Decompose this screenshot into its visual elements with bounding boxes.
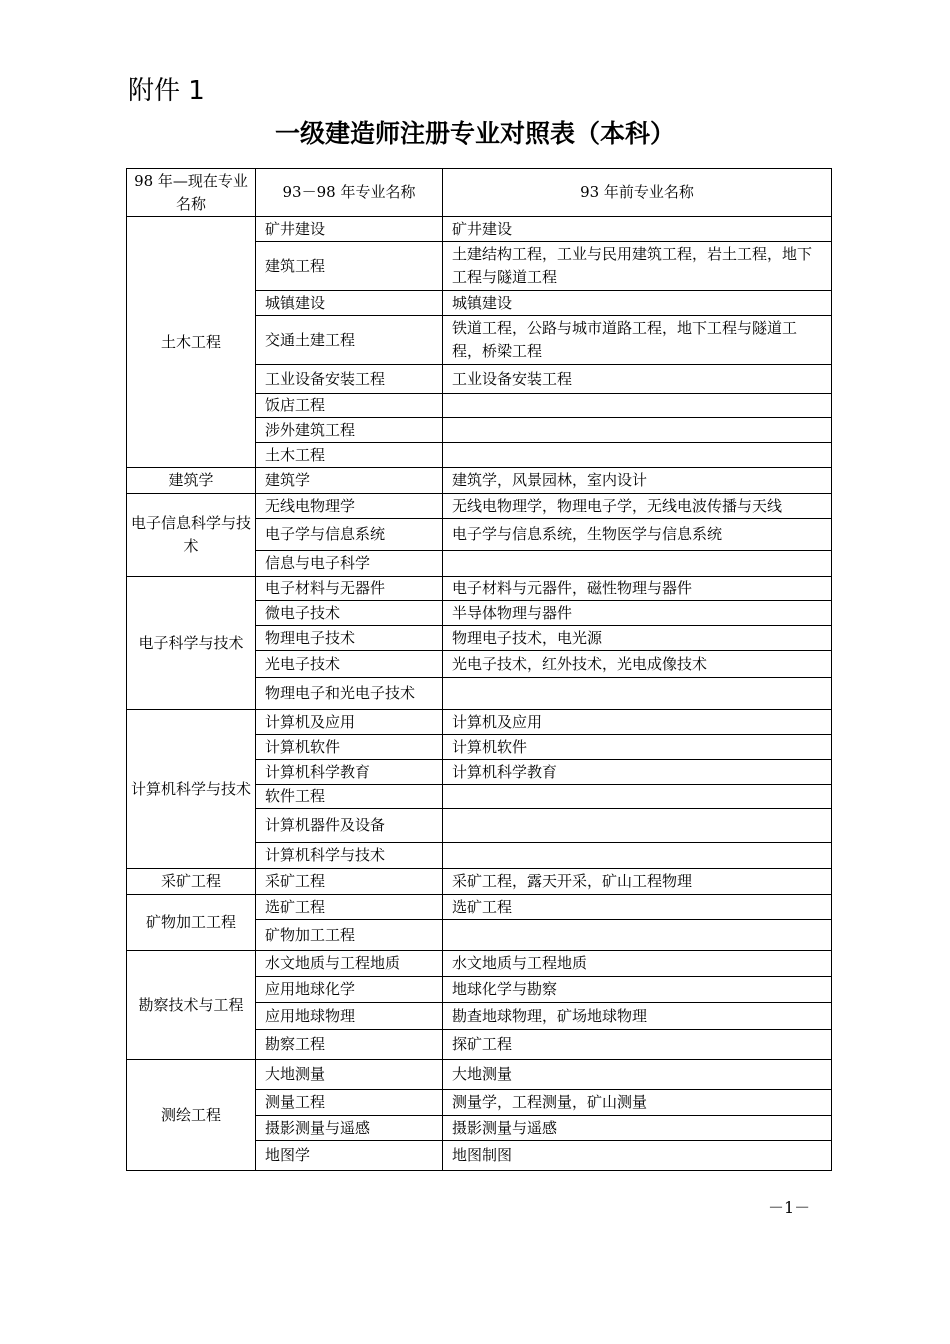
major-pre-93-cell: 勘查地球物理，矿场地球物理 <box>443 1003 832 1030</box>
table-row <box>127 577 832 601</box>
major-93-98-cell: 城镇建设 <box>256 291 443 316</box>
major-93-98-cell: 选矿工程 <box>256 895 443 920</box>
major-pre-93-cell: 电子材料与元器件，磁性物理与器件 <box>443 577 832 601</box>
major-93-98-cell: 建筑工程 <box>256 242 443 291</box>
major-93-98-cell: 应用地球化学 <box>256 977 443 1003</box>
major-pre-93-cell: 计算机软件 <box>443 735 832 760</box>
table-body <box>127 217 832 1171</box>
major-pre-93-cell: 地图制图 <box>443 1141 832 1171</box>
table-row <box>127 1060 832 1090</box>
table-row <box>127 869 832 895</box>
major-pre-93-cell: 选矿工程 <box>443 895 832 920</box>
table-row <box>127 895 832 920</box>
category-cell: 电子信息科学与技术 <box>127 494 256 577</box>
major-pre-93-cell <box>443 785 832 809</box>
major-93-98-cell: 微电子技术 <box>256 601 443 626</box>
major-93-98-cell: 采矿工程 <box>256 869 443 895</box>
category-cell: 勘察技术与工程 <box>127 951 256 1060</box>
major-93-98-cell: 物理电子和光电子技术 <box>256 678 443 710</box>
category-cell: 电子科学与技术 <box>127 577 256 710</box>
major-pre-93-cell: 测量学，工程测量，矿山测量 <box>443 1090 832 1116</box>
major-93-98-cell: 交通土建工程 <box>256 316 443 365</box>
major-pre-93-cell <box>443 809 832 843</box>
major-93-98-cell: 饭店工程 <box>256 394 443 418</box>
major-93-98-cell: 建筑学 <box>256 468 443 494</box>
major-93-98-cell: 电子学与信息系统 <box>256 519 443 551</box>
major-pre-93-cell <box>443 678 832 710</box>
major-pre-93-cell: 物理电子技术，电光源 <box>443 626 832 651</box>
major-93-98-cell: 矿物加工工程 <box>256 920 443 951</box>
major-93-98-cell: 摄影测量与遥感 <box>256 1116 443 1141</box>
major-93-98-cell: 计算机科学与技术 <box>256 843 443 869</box>
major-pre-93-cell: 城镇建设 <box>443 291 832 316</box>
major-93-98-cell: 计算机器件及设备 <box>256 809 443 843</box>
major-pre-93-cell: 无线电物理学，物理电子学，无线电波传播与天线 <box>443 494 832 519</box>
table-row <box>127 951 832 977</box>
major-pre-93-cell <box>443 551 832 577</box>
document-title: 一级建造师注册专业对照表（本科） <box>274 119 675 148</box>
category-cell: 测绘工程 <box>127 1060 256 1171</box>
major-pre-93-cell: 摄影测量与遥感 <box>443 1116 832 1141</box>
header-current-major: 98 年—现在专业名称 <box>127 169 256 217</box>
attachment-label: 附件 1 <box>128 76 205 106</box>
major-pre-93-cell: 铁道工程，公路与城市道路工程，地下工程与隧道工程，桥梁工程 <box>443 316 832 365</box>
major-93-98-cell: 信息与电子科学 <box>256 551 443 577</box>
page-number: －1－ <box>768 1198 811 1217</box>
major-93-98-cell: 水文地质与工程地质 <box>256 951 443 977</box>
major-93-98-cell: 矿井建设 <box>256 217 443 242</box>
major-93-98-cell: 软件工程 <box>256 785 443 809</box>
category-cell: 矿物加工工程 <box>127 895 256 951</box>
major-pre-93-cell: 半导体物理与器件 <box>443 601 832 626</box>
header-pre-93-major: 93 年前专业名称 <box>443 169 832 217</box>
major-pre-93-cell: 大地测量 <box>443 1060 832 1090</box>
table-row <box>127 468 832 494</box>
table-row <box>127 710 832 735</box>
major-93-98-cell: 计算机及应用 <box>256 710 443 735</box>
major-93-98-cell: 光电子技术 <box>256 651 443 678</box>
major-93-98-cell: 地图学 <box>256 1141 443 1171</box>
major-93-98-cell: 勘察工程 <box>256 1030 443 1060</box>
major-pre-93-cell: 计算机科学教育 <box>443 760 832 785</box>
major-pre-93-cell: 光电子技术，红外技术，光电成像技术 <box>443 651 832 678</box>
major-93-98-cell: 测量工程 <box>256 1090 443 1116</box>
major-93-98-cell: 土木工程 <box>256 443 443 468</box>
major-pre-93-cell: 矿井建设 <box>443 217 832 242</box>
major-93-98-cell: 无线电物理学 <box>256 494 443 519</box>
table-header-row <box>127 169 832 217</box>
major-pre-93-cell: 计算机及应用 <box>443 710 832 735</box>
major-pre-93-cell <box>443 920 832 951</box>
table-row <box>127 494 832 519</box>
major-pre-93-cell: 电子学与信息系统，生物医学与信息系统 <box>443 519 832 551</box>
major-93-98-cell: 电子材料与无器件 <box>256 577 443 601</box>
major-pre-93-cell: 地球化学与勘察 <box>443 977 832 1003</box>
major-pre-93-cell <box>443 843 832 869</box>
major-pre-93-cell: 采矿工程，露天开采，矿山工程物理 <box>443 869 832 895</box>
major-pre-93-cell: 土建结构工程，工业与民用建筑工程，岩土工程，地下工程与隧道工程 <box>443 242 832 291</box>
major-pre-93-cell <box>443 418 832 443</box>
table-row <box>127 217 832 242</box>
major-93-98-cell: 大地测量 <box>256 1060 443 1090</box>
major-pre-93-cell: 探矿工程 <box>443 1030 832 1060</box>
major-93-98-cell: 涉外建筑工程 <box>256 418 443 443</box>
major-93-98-cell: 应用地球物理 <box>256 1003 443 1030</box>
category-cell: 计算机科学与技术 <box>127 710 256 869</box>
major-93-98-cell: 计算机科学教育 <box>256 760 443 785</box>
major-pre-93-cell: 建筑学，风景园林，室内设计 <box>443 468 832 494</box>
major-93-98-cell: 物理电子技术 <box>256 626 443 651</box>
major-pre-93-cell <box>443 443 832 468</box>
major-93-98-cell: 工业设备安装工程 <box>256 365 443 394</box>
category-cell: 土木工程 <box>127 217 256 468</box>
category-cell: 采矿工程 <box>127 869 256 895</box>
major-mapping-table <box>126 168 832 1171</box>
category-cell: 建筑学 <box>127 468 256 494</box>
major-93-98-cell: 计算机软件 <box>256 735 443 760</box>
major-pre-93-cell: 工业设备安装工程 <box>443 365 832 394</box>
major-pre-93-cell: 水文地质与工程地质 <box>443 951 832 977</box>
major-pre-93-cell <box>443 394 832 418</box>
header-93-98-major: 93－98 年专业名称 <box>256 169 443 217</box>
